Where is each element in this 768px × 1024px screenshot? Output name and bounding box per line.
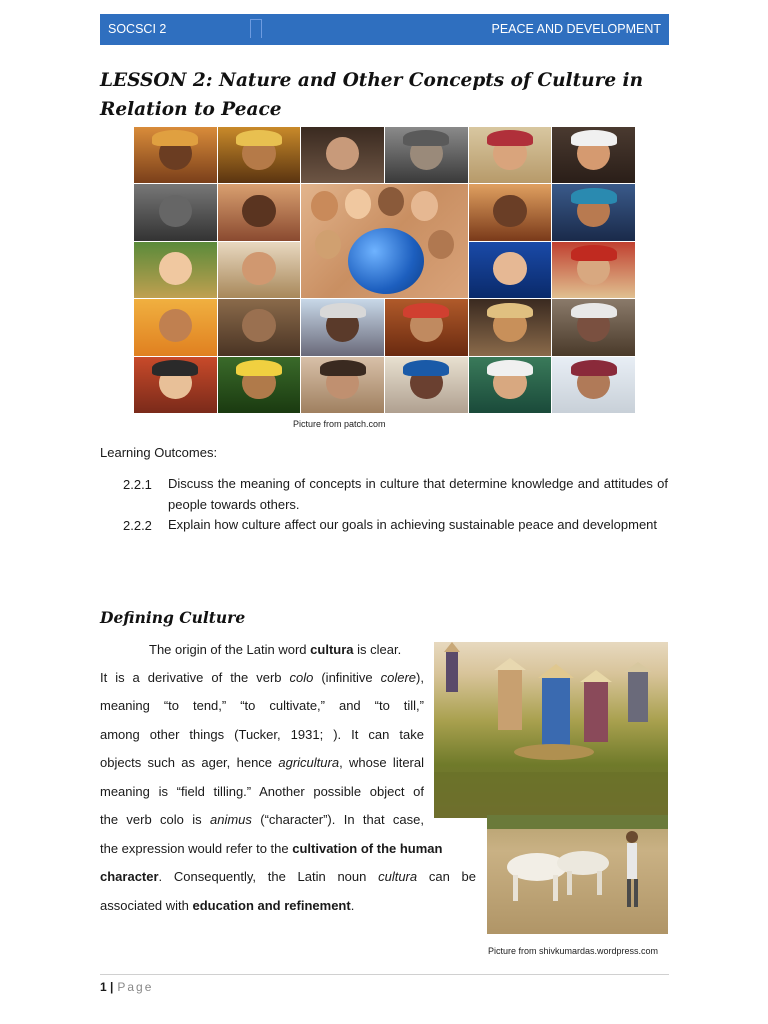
collage-photo: [552, 127, 635, 183]
collage-photo: [552, 184, 635, 240]
collage-photo: [134, 357, 217, 413]
rice-harvest-photo: [434, 642, 668, 818]
collage-photo: [218, 242, 301, 298]
paragraph-line: objects such as ager, hence agricultura, whose literal: [100, 755, 424, 770]
collage-photo: [552, 299, 635, 355]
collage-photo: [385, 299, 468, 355]
page-number: 1 |: [100, 980, 114, 994]
header-course-code: SOCSCI 2: [108, 22, 167, 36]
paragraph-line: associated with education and refinement.: [100, 898, 355, 913]
collage-photo: [469, 127, 552, 183]
ox-plowing-photo: [487, 815, 668, 934]
learning-outcomes-heading: Learning Outcomes:: [100, 445, 218, 460]
paragraph-line: character. Consequently, the Latin noun cultura can be: [100, 869, 476, 884]
outcome-text: Explain how culture affect our goals in achieving sustainable peace and development: [168, 517, 658, 532]
paragraph-line: among other things (Tucker, 1931; ). It can take: [100, 727, 424, 742]
collage-photo: [301, 357, 384, 413]
collage-photo: [301, 299, 384, 355]
collage-photo: [134, 299, 217, 355]
collage-photo: [134, 127, 217, 183]
footer-divider: [100, 974, 669, 975]
collage-photo: [218, 127, 301, 183]
collage-photo: [469, 299, 552, 355]
page-header-bar: [100, 14, 669, 45]
outcome-number: 2.2.1: [123, 477, 152, 492]
header-bracket-mark: [250, 19, 262, 38]
header-subject: PEACE AND DEVELOPMENT: [491, 22, 661, 36]
outcome-number: 2.2.2: [123, 518, 152, 533]
children-with-globe-photo: [301, 184, 467, 298]
collage-photo: [385, 357, 468, 413]
collage-photo: [218, 299, 301, 355]
paragraph-line: It is a derivative of the verb colo (infinitive colere),: [100, 670, 424, 685]
section-heading: Defining Culture: [100, 608, 246, 627]
paragraph-line: meaning is “field tilling.” Another possible object of: [100, 784, 424, 799]
figure-caption: Picture from patch.com: [293, 419, 386, 429]
collage-photo: [552, 242, 635, 298]
paragraph-line: The origin of the Latin word cultura is clear.: [149, 642, 402, 657]
collage-photo: [469, 357, 552, 413]
lesson-title: LESSON 2: Nature and Other Concepts of Culture in Relation to Peace: [100, 70, 644, 120]
collage-photo: [552, 357, 635, 413]
globe-icon: [348, 228, 425, 294]
collage-photo: [218, 184, 301, 240]
collage-photo: [218, 357, 301, 413]
collage-photo: [134, 242, 217, 298]
page-label: Page: [117, 980, 154, 994]
collage-photo: [385, 127, 468, 183]
collage-photo: [301, 127, 384, 183]
collage-photo: [469, 242, 552, 298]
paragraph-line: the verb colo is animus (“character”). In that case,: [100, 812, 424, 827]
paragraph-line: the expression would refer to the cultivation of the human: [100, 841, 443, 856]
collage-photo: [469, 184, 552, 240]
paragraph-line: meaning “to tend,” “to cultivate,” and “to till,”: [100, 698, 424, 713]
outcome-text: Discuss the meaning of concepts in culture that determine knowledge and attitudes of people towards others.: [168, 476, 668, 512]
figure-caption: Picture from shivkumardas.wordpress.com: [488, 946, 659, 956]
culture-photo-collage: [134, 127, 635, 413]
page-footer: [100, 980, 153, 994]
collage-photo: [134, 184, 217, 240]
